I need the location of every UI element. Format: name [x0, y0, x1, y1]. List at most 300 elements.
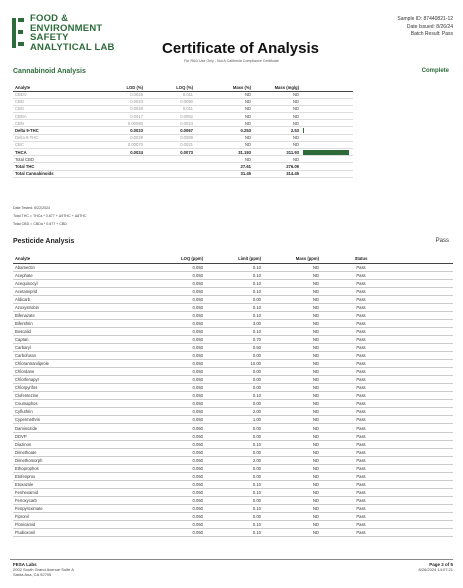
col-analyte: Analyte	[13, 84, 95, 91]
lab-logo-icon	[10, 16, 26, 50]
mass-pct-value: ND	[195, 141, 253, 148]
mass-value: ND	[263, 352, 321, 360]
status-value: Pass	[321, 279, 401, 287]
cannabinoid-row	[13, 98, 353, 105]
mass-mg-value: ND	[253, 120, 301, 127]
lab-name-line: ANALYTICAL LAB	[30, 41, 115, 53]
date-tested: Date Tested: 8/22/2024	[13, 206, 51, 210]
footer-lab-info	[13, 562, 74, 578]
pesticide-row	[13, 504, 453, 512]
limit-value: 0.10	[205, 504, 263, 512]
loq-value: 0.0073	[145, 149, 195, 156]
analyte-name: Bifenthrin	[13, 319, 125, 327]
loq-value: 0.0052	[145, 113, 195, 120]
analyte-name: Azoxystrobin	[13, 303, 125, 311]
loq-value: 0.050	[125, 352, 205, 360]
lab-name-line: SAFETY	[30, 32, 69, 43]
row-spacer	[401, 319, 453, 327]
limit-value: 2.00	[205, 408, 263, 416]
loq-value	[145, 170, 195, 177]
batch-result: Batch Result: Pass	[410, 31, 453, 37]
cannabinoid-header-row	[13, 84, 353, 91]
mass-mg-value: 276.09	[253, 163, 301, 170]
pesticide-row	[13, 440, 453, 448]
limit-value: 0.00	[205, 424, 263, 432]
pesticide-row	[13, 424, 453, 432]
row-spacer	[401, 504, 453, 512]
limit-value: 10.00	[205, 360, 263, 368]
lod-value: 0.0017	[95, 113, 145, 120]
loq-value: 0.050	[125, 456, 205, 464]
mass-value: ND	[263, 513, 321, 521]
analyte-name: Cyfluthrin	[13, 408, 125, 416]
row-spacer	[401, 335, 453, 343]
status-value: Pass	[321, 384, 401, 392]
limit-value: 0.00	[205, 376, 263, 384]
mass-bar-cell	[301, 163, 353, 170]
col-mass-pct: Mass (%)	[195, 84, 253, 91]
row-spacer	[401, 496, 453, 504]
analyte-name: Daminozide	[13, 424, 125, 432]
loq-value: 0.050	[125, 319, 205, 327]
pesticide-row	[13, 344, 453, 352]
limit-value: 0.00	[205, 448, 263, 456]
mass-bar-cell	[301, 120, 353, 127]
col-mass-mg: Mass (mg/g)	[253, 84, 301, 91]
loq-value	[145, 163, 195, 170]
analyte-name: Chlorantraniliprole	[13, 360, 125, 368]
mass-value: ND	[263, 279, 321, 287]
pesticide-section-title: Pesticide Analysis	[13, 238, 75, 245]
mass-bar	[303, 150, 349, 155]
cannabinoid-row	[13, 149, 353, 156]
lod-value	[95, 170, 145, 177]
cannabinoid-table	[13, 84, 353, 178]
limit-value: 0.00	[205, 432, 263, 440]
mass-bar-cell	[301, 149, 353, 156]
loq-value: 0.050	[125, 496, 205, 504]
lod-value: 0.0028	[95, 105, 145, 112]
mass-mg-value: 314.45	[253, 170, 301, 177]
row-spacer	[401, 344, 453, 352]
footer-page-info	[419, 562, 453, 572]
pesticide-row	[13, 319, 453, 327]
mass-pct-value: ND	[195, 98, 253, 105]
col-spacer	[401, 255, 453, 263]
analyte-name: Fenpyroximate	[13, 504, 125, 512]
pesticide-row	[13, 368, 453, 376]
status-value: Pass	[321, 287, 401, 295]
row-spacer	[401, 456, 453, 464]
cannabinoid-row	[13, 163, 353, 170]
limit-value: 0.10	[205, 279, 263, 287]
analyte-name: Fenoxycarb	[13, 496, 125, 504]
footer-lab-name: FESA Labs	[13, 562, 37, 567]
limit-value: 0.10	[205, 271, 263, 279]
analyte-name: Carbofuran	[13, 352, 125, 360]
mass-mg-value: ND	[253, 134, 301, 141]
footer-address-line-2: Santa Ana, CA 92705	[13, 572, 52, 578]
pesticide-row	[13, 392, 453, 400]
mass-pct-value: ND	[195, 91, 253, 98]
status-value: Pass	[321, 416, 401, 424]
mass-value: ND	[263, 424, 321, 432]
pesticide-row	[13, 521, 453, 529]
mass-bar-cell	[301, 134, 353, 141]
loq-value: 0.050	[125, 271, 205, 279]
cannabinoid-row	[13, 170, 353, 177]
col-lod: LOD (%)	[95, 84, 145, 91]
mass-value: ND	[263, 295, 321, 303]
status-value: Pass	[321, 303, 401, 311]
mass-value: ND	[263, 448, 321, 456]
loq-value: 0.050	[125, 448, 205, 456]
analyte-name: DDVP	[13, 432, 125, 440]
row-spacer	[401, 529, 453, 537]
loq-value: 0.011	[145, 91, 195, 98]
analyte-name: Etoxazole	[13, 480, 125, 488]
mass-bar-cell	[301, 141, 353, 148]
status-value: Pass	[321, 295, 401, 303]
analyte-name: CBDV	[13, 91, 95, 98]
loq-value: 0.0090	[145, 98, 195, 105]
limit-value: 0.00	[205, 295, 263, 303]
mass-value: ND	[263, 521, 321, 529]
loq-value: 0.050	[125, 263, 205, 271]
mass-mg-value: ND	[253, 156, 301, 163]
status-value: Pass	[321, 432, 401, 440]
cannabinoid-notes	[13, 204, 86, 228]
mass-value: ND	[263, 456, 321, 464]
status-value: Pass	[321, 480, 401, 488]
status-value: Pass	[321, 360, 401, 368]
pesticide-row	[13, 529, 453, 537]
pesticide-row	[13, 287, 453, 295]
status-value: Pass	[321, 392, 401, 400]
analyte-name: Dimethomorph	[13, 456, 125, 464]
loq-value: 0.050	[125, 416, 205, 424]
row-spacer	[401, 440, 453, 448]
col-limit: Limit (ppm)	[205, 255, 263, 263]
limit-value: 0.00	[205, 352, 263, 360]
mass-value: ND	[263, 327, 321, 335]
mass-pct-value: ND	[195, 134, 253, 141]
lod-value: 0.0029	[95, 134, 145, 141]
row-spacer	[401, 464, 453, 472]
status-value: Pass	[321, 504, 401, 512]
mass-pct-value: 0.253	[195, 127, 253, 134]
limit-value: 0.10	[205, 263, 263, 271]
mass-bar-cell	[301, 98, 353, 105]
status-value: Pass	[321, 400, 401, 408]
analyte-name: Delta 8-THC	[13, 134, 95, 141]
limit-value: 3.00	[205, 319, 263, 327]
mass-bar	[303, 128, 304, 133]
loq-value: 0.050	[125, 408, 205, 416]
lab-name	[30, 14, 115, 52]
row-spacer	[401, 392, 453, 400]
loq-value: 0.050	[125, 303, 205, 311]
analyte-name: Chlorfenapyr	[13, 376, 125, 384]
analyte-name: Fenhexamid	[13, 488, 125, 496]
loq-value: 0.050	[125, 400, 205, 408]
loq-value: 0.050	[125, 529, 205, 537]
mass-value: ND	[263, 488, 321, 496]
sample-meta	[397, 16, 453, 39]
row-spacer	[401, 432, 453, 440]
pesticide-status: Pass	[435, 238, 449, 244]
mass-pct-value: ND	[195, 105, 253, 112]
cannabinoid-section-title: Cannabinoid Analysis	[13, 68, 86, 75]
loq-value: 0.050	[125, 521, 205, 529]
status-value: Pass	[321, 529, 401, 537]
limit-value: 0.70	[205, 335, 263, 343]
row-spacer	[401, 513, 453, 521]
row-spacer	[401, 279, 453, 287]
row-spacer	[401, 384, 453, 392]
pesticide-row	[13, 472, 453, 480]
analyte-name: Bifenazate	[13, 311, 125, 319]
row-spacer	[401, 408, 453, 416]
limit-value: 0.00	[205, 472, 263, 480]
analyte-name: Acephate	[13, 271, 125, 279]
pesticide-row	[13, 303, 453, 311]
cannabinoid-row	[13, 141, 353, 148]
loq-value: 0.050	[125, 376, 205, 384]
mass-value: ND	[263, 408, 321, 416]
loq-value: 0.050	[125, 360, 205, 368]
analyte-name: THCA	[13, 149, 95, 156]
mass-value: ND	[263, 504, 321, 512]
mass-value: ND	[263, 432, 321, 440]
loq-value: 0.050	[125, 392, 205, 400]
lod-value: 0.00070	[95, 141, 145, 148]
analyte-name: Fipronil	[13, 513, 125, 521]
status-value: Pass	[321, 513, 401, 521]
pesticide-row	[13, 456, 453, 464]
loq-value: 0.050	[125, 384, 205, 392]
status-value: Pass	[321, 456, 401, 464]
lod-value: 0.0023	[95, 127, 145, 134]
row-spacer	[401, 327, 453, 335]
lod-value: 0.0024	[95, 149, 145, 156]
status-value: Pass	[321, 319, 401, 327]
mass-mg-value: ND	[253, 113, 301, 120]
status-value: Pass	[321, 376, 401, 384]
pesticide-row	[13, 327, 453, 335]
mass-bar-cell	[301, 105, 353, 112]
cannabinoid-row	[13, 134, 353, 141]
col-analyte: Analyte	[13, 255, 125, 263]
total-thc-formula: Total THC = THCa * 0.877 + Δ9THC + Δ8THC	[13, 214, 87, 218]
pesticide-table	[13, 255, 453, 537]
status-value: Pass	[321, 496, 401, 504]
mass-value: ND	[263, 464, 321, 472]
loq-value: 0.050	[125, 513, 205, 521]
status-value: Pass	[321, 521, 401, 529]
limit-value: 2.00	[205, 456, 263, 464]
status-value: Pass	[321, 327, 401, 335]
mass-mg-value: ND	[253, 91, 301, 98]
status-value: Pass	[321, 263, 401, 271]
loq-value: 0.050	[125, 368, 205, 376]
row-spacer	[401, 368, 453, 376]
analyte-name: CBDA	[13, 113, 95, 120]
analyte-name: Dimethoate	[13, 448, 125, 456]
mass-value: ND	[263, 529, 321, 537]
analyte-name: CBC	[13, 141, 95, 148]
mass-value: ND	[263, 472, 321, 480]
cannabinoid-status: Complete	[421, 68, 449, 74]
pesticide-row	[13, 513, 453, 521]
status-value: Pass	[321, 488, 401, 496]
row-spacer	[401, 311, 453, 319]
cannabinoid-row	[13, 120, 353, 127]
compliance-notice: For R&D Use Only - Not A California Compliance Certificate	[184, 59, 279, 63]
mass-pct-value: 27.61	[195, 163, 253, 170]
loq-value: 0.011	[145, 105, 195, 112]
limit-value: 0.00	[205, 368, 263, 376]
loq-value: 0.050	[125, 335, 205, 343]
mass-value: ND	[263, 335, 321, 343]
pesticide-row	[13, 408, 453, 416]
lod-value: 0.00080	[95, 120, 145, 127]
row-spacer	[401, 352, 453, 360]
mass-value: ND	[263, 384, 321, 392]
loq-value: 0.050	[125, 472, 205, 480]
analyte-name: Acetamiprid	[13, 287, 125, 295]
mass-value: ND	[263, 311, 321, 319]
limit-value: 0.10	[205, 488, 263, 496]
sample-id: Sample ID: 87440821-12	[397, 16, 453, 22]
limit-value: 0.00	[205, 384, 263, 392]
analyte-name: CBG	[13, 105, 95, 112]
pesticide-row	[13, 376, 453, 384]
status-value: Pass	[321, 271, 401, 279]
pesticide-row	[13, 488, 453, 496]
footer-divider	[10, 559, 453, 560]
row-spacer	[401, 360, 453, 368]
loq-value	[145, 156, 195, 163]
mass-value: ND	[263, 287, 321, 295]
mass-value: ND	[263, 368, 321, 376]
footer-address-line-1: 2002 South Grand Avenue Suite A	[13, 567, 74, 573]
row-spacer	[401, 448, 453, 456]
row-spacer	[401, 521, 453, 529]
mass-value: ND	[263, 344, 321, 352]
pesticide-row	[13, 384, 453, 392]
row-spacer	[401, 303, 453, 311]
lod-value	[95, 156, 145, 163]
pesticide-row	[13, 352, 453, 360]
limit-value: 0.50	[205, 344, 263, 352]
loq-value: 0.050	[125, 287, 205, 295]
col-loq: LOQ (%)	[145, 84, 195, 91]
row-spacer	[401, 424, 453, 432]
row-spacer	[401, 271, 453, 279]
cannabinoid-row	[13, 91, 353, 98]
status-value: Pass	[321, 408, 401, 416]
loq-value: 0.050	[125, 432, 205, 440]
mass-value: ND	[263, 496, 321, 504]
analyte-name: Boscalid	[13, 327, 125, 335]
analyte-name: Chlordane	[13, 368, 125, 376]
loq-value: 0.050	[125, 480, 205, 488]
limit-value: 0.00	[205, 496, 263, 504]
cannabinoid-row	[13, 105, 353, 112]
status-value: Pass	[321, 448, 401, 456]
limit-value: 0.10	[205, 287, 263, 295]
status-value: Pass	[321, 472, 401, 480]
analyte-name: Chlorpyrifos	[13, 384, 125, 392]
mass-bar-cell	[301, 156, 353, 163]
analyte-name: Delta 9-THC	[13, 127, 95, 134]
status-value: Pass	[321, 335, 401, 343]
loq-value: 0.050	[125, 504, 205, 512]
analyte-name: Acequinocyl	[13, 279, 125, 287]
lod-value	[95, 163, 145, 170]
status-value: Pass	[321, 368, 401, 376]
loq-value: 0.050	[125, 344, 205, 352]
status-value: Pass	[321, 440, 401, 448]
mass-bar-cell	[301, 91, 353, 98]
pesticide-row	[13, 400, 453, 408]
col-mass: Mass (ppm)	[263, 255, 321, 263]
pesticide-row	[13, 416, 453, 424]
pesticide-row	[13, 432, 453, 440]
loq-value: 0.050	[125, 440, 205, 448]
mass-pct-value: 31.193	[195, 149, 253, 156]
mass-bar-cell	[301, 127, 353, 134]
loq-value: 0.050	[125, 279, 205, 287]
row-spacer	[401, 416, 453, 424]
col-bar	[301, 84, 353, 91]
loq-value: 0.0067	[145, 127, 195, 134]
row-spacer	[401, 295, 453, 303]
lab-logo	[10, 14, 150, 54]
mass-value: ND	[263, 392, 321, 400]
document-title: Certificate of Analysis	[162, 40, 319, 57]
pesticide-row	[13, 480, 453, 488]
mass-mg-value: 311.93	[253, 149, 301, 156]
pesticide-row	[13, 295, 453, 303]
limit-value: 0.00	[205, 400, 263, 408]
loq-value: 0.050	[125, 311, 205, 319]
analyte-name: Diazinon	[13, 440, 125, 448]
loq-value: 0.0021	[145, 141, 195, 148]
pesticide-row	[13, 464, 453, 472]
mass-pct-value: ND	[195, 156, 253, 163]
limit-value: 0.10	[205, 392, 263, 400]
pesticide-row	[13, 496, 453, 504]
row-spacer	[401, 472, 453, 480]
status-value: Pass	[321, 352, 401, 360]
status-value: Pass	[321, 424, 401, 432]
mass-value: ND	[263, 303, 321, 311]
lab-name-line: ENVIRONMENT	[30, 22, 103, 34]
loq-value: 0.0024	[145, 120, 195, 127]
row-spacer	[401, 400, 453, 408]
limit-value: 0.10	[205, 521, 263, 529]
mass-value: ND	[263, 376, 321, 384]
lod-value: 0.0025	[95, 91, 145, 98]
limit-value: 0.10	[205, 303, 263, 311]
cannabinoid-row	[13, 127, 353, 134]
limit-value: 0.10	[205, 327, 263, 335]
pesticide-row	[13, 360, 453, 368]
analyte-name: Carbaryl	[13, 344, 125, 352]
mass-mg-value: 2.53	[253, 127, 301, 134]
